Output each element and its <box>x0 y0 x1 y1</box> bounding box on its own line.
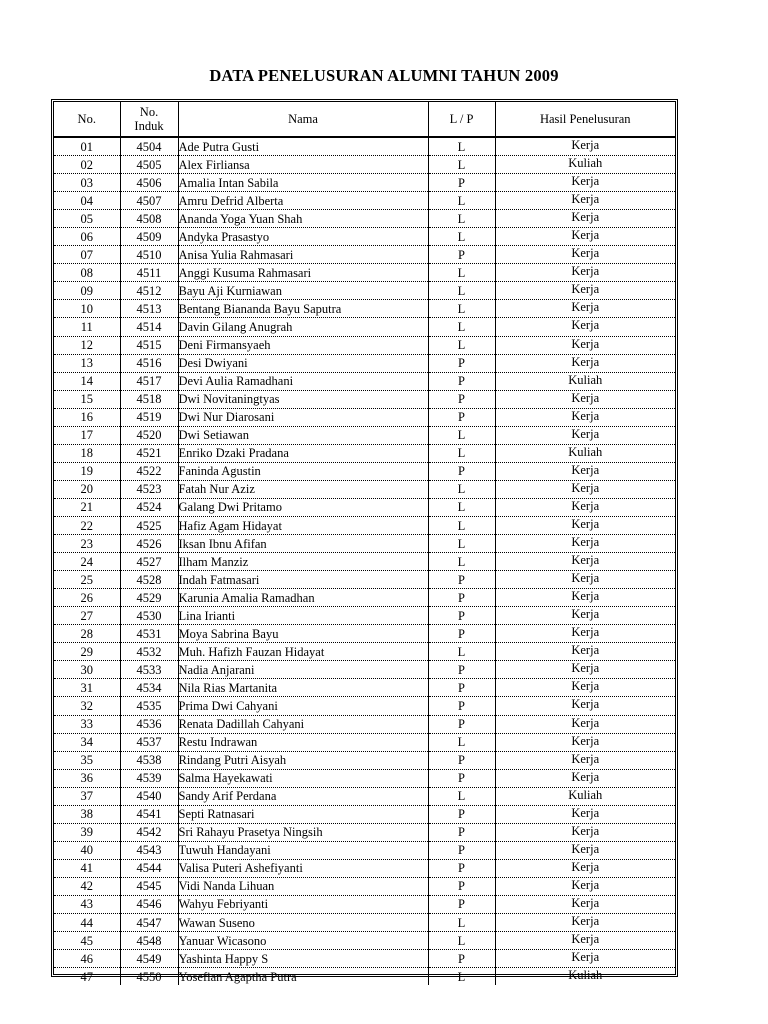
cell-lp: P <box>428 751 495 769</box>
cell-no: 08 <box>54 264 120 282</box>
cell-no-induk: 4535 <box>120 697 178 715</box>
cell-nama: Valisa Puteri Ashefiyanti <box>178 859 428 877</box>
cell-no-induk: 4544 <box>120 859 178 877</box>
cell-nama: Indah Fatmasari <box>178 571 428 589</box>
cell-lp: P <box>428 715 495 733</box>
cell-nama: Yanuar Wicasono <box>178 932 428 950</box>
cell-hasil-penelusuran: Kerja <box>495 300 675 318</box>
cell-no-induk: 4540 <box>120 787 178 805</box>
cell-no: 38 <box>54 805 120 823</box>
cell-lp: P <box>428 625 495 643</box>
cell-nama: Davin Gilang Anugrah <box>178 318 428 336</box>
table-row <box>54 751 675 769</box>
cell-hasil-penelusuran: Kerja <box>495 318 675 336</box>
header-no-induk-line1: No. <box>139 105 159 119</box>
table-row <box>54 643 675 661</box>
cell-nama: Bentang Biananda Bayu Saputra <box>178 300 428 318</box>
cell-hasil-penelusuran: Kerja <box>495 137 675 156</box>
cell-no-induk: 4517 <box>120 372 178 390</box>
cell-hasil-penelusuran: Kuliah <box>495 156 675 174</box>
cell-lp: L <box>428 498 495 516</box>
cell-nama: Tuwuh Handayani <box>178 841 428 859</box>
cell-no-induk: 4529 <box>120 589 178 607</box>
cell-lp: L <box>428 318 495 336</box>
cell-lp: L <box>428 192 495 210</box>
table-row <box>54 715 675 733</box>
cell-hasil-penelusuran: Kerja <box>495 516 675 534</box>
cell-no-induk: 4511 <box>120 264 178 282</box>
cell-nama: Andyka Prasastyo <box>178 228 428 246</box>
cell-no-induk: 4550 <box>120 968 178 986</box>
table-row <box>54 137 675 156</box>
cell-no: 07 <box>54 246 120 264</box>
cell-no: 41 <box>54 859 120 877</box>
cell-no: 45 <box>54 932 120 950</box>
cell-no-induk: 4547 <box>120 914 178 932</box>
cell-lp: P <box>428 769 495 787</box>
table-row <box>54 174 675 192</box>
table-row <box>54 300 675 318</box>
table-row <box>54 390 675 408</box>
cell-lp: L <box>428 228 495 246</box>
cell-hasil-penelusuran: Kerja <box>495 643 675 661</box>
cell-hasil-penelusuran: Kuliah <box>495 444 675 462</box>
cell-nama: Nila Rias Martanita <box>178 679 428 697</box>
cell-nama: Salma Hayekawati <box>178 769 428 787</box>
cell-no: 23 <box>54 535 120 553</box>
cell-no-induk: 4536 <box>120 715 178 733</box>
cell-nama: Moya Sabrina Bayu <box>178 625 428 643</box>
cell-hasil-penelusuran: Kerja <box>495 859 675 877</box>
cell-no-induk: 4512 <box>120 282 178 300</box>
cell-no: 19 <box>54 462 120 480</box>
cell-no: 14 <box>54 372 120 390</box>
cell-hasil-penelusuran: Kerja <box>495 823 675 841</box>
cell-no-induk: 4508 <box>120 210 178 228</box>
cell-nama: Karunia Amalia Ramadhan <box>178 589 428 607</box>
table-row <box>54 932 675 950</box>
cell-lp: P <box>428 950 495 968</box>
cell-no-induk: 4542 <box>120 823 178 841</box>
table-row <box>54 246 675 264</box>
cell-no-induk: 4533 <box>120 661 178 679</box>
cell-nama: Alex Firliansa <box>178 156 428 174</box>
table-row <box>54 192 675 210</box>
cell-no: 01 <box>54 137 120 156</box>
cell-no-induk: 4510 <box>120 246 178 264</box>
cell-lp: L <box>428 733 495 751</box>
cell-no-induk: 4525 <box>120 516 178 534</box>
cell-hasil-penelusuran: Kerja <box>495 733 675 751</box>
cell-no-induk: 4514 <box>120 318 178 336</box>
cell-lp: L <box>428 553 495 571</box>
cell-nama: Yashinta Happy S <box>178 950 428 968</box>
cell-nama: Desi Dwiyani <box>178 354 428 372</box>
table-row <box>54 914 675 932</box>
table-row <box>54 156 675 174</box>
cell-hasil-penelusuran: Kerja <box>495 697 675 715</box>
cell-nama: Rindang Putri Aisyah <box>178 751 428 769</box>
cell-hasil-penelusuran: Kerja <box>495 877 675 895</box>
cell-nama: Dwi Nur Diarosani <box>178 408 428 426</box>
header-no-induk-line2: Induk <box>134 119 164 133</box>
cell-lp: L <box>428 480 495 498</box>
cell-no: 20 <box>54 480 120 498</box>
cell-hasil-penelusuran: Kerja <box>495 661 675 679</box>
cell-lp: L <box>428 932 495 950</box>
cell-no-induk: 4515 <box>120 336 178 354</box>
cell-no: 26 <box>54 589 120 607</box>
cell-lp: L <box>428 516 495 534</box>
cell-lp: L <box>428 787 495 805</box>
table-row <box>54 769 675 787</box>
cell-nama: Fatah Nur Aziz <box>178 480 428 498</box>
table-row <box>54 950 675 968</box>
cell-no-induk: 4549 <box>120 950 178 968</box>
cell-no-induk: 4521 <box>120 444 178 462</box>
cell-nama: Anisa Yulia Rahmasari <box>178 246 428 264</box>
cell-no: 34 <box>54 733 120 751</box>
table-row <box>54 426 675 444</box>
cell-lp: P <box>428 462 495 480</box>
cell-hasil-penelusuran: Kerja <box>495 589 675 607</box>
cell-no-induk: 4539 <box>120 769 178 787</box>
cell-hasil-penelusuran: Kerja <box>495 354 675 372</box>
cell-lp: P <box>428 661 495 679</box>
cell-no-induk: 4528 <box>120 571 178 589</box>
cell-lp: P <box>428 895 495 913</box>
cell-nama: Lina Irianti <box>178 607 428 625</box>
cell-no: 47 <box>54 968 120 986</box>
cell-no-induk: 4522 <box>120 462 178 480</box>
table-row <box>54 733 675 751</box>
cell-nama: Vidi Nanda Lihuan <box>178 877 428 895</box>
cell-hasil-penelusuran: Kerja <box>495 192 675 210</box>
cell-hasil-penelusuran: Kerja <box>495 535 675 553</box>
cell-no: 31 <box>54 679 120 697</box>
cell-no-induk: 4531 <box>120 625 178 643</box>
cell-nama: Renata Dadillah Cahyani <box>178 715 428 733</box>
cell-no-induk: 4543 <box>120 841 178 859</box>
table-row <box>54 408 675 426</box>
cell-no: 06 <box>54 228 120 246</box>
table-row <box>54 318 675 336</box>
header-lp: L / P <box>428 102 495 137</box>
cell-no: 27 <box>54 607 120 625</box>
table-row <box>54 354 675 372</box>
cell-hasil-penelusuran: Kerja <box>495 174 675 192</box>
cell-no: 39 <box>54 823 120 841</box>
cell-lp: P <box>428 589 495 607</box>
cell-no-induk: 4504 <box>120 137 178 156</box>
cell-nama: Amalia Intan Sabila <box>178 174 428 192</box>
cell-no-induk: 4548 <box>120 932 178 950</box>
cell-lp: L <box>428 264 495 282</box>
table-row <box>54 336 675 354</box>
cell-no: 44 <box>54 914 120 932</box>
cell-hasil-penelusuran: Kerja <box>495 282 675 300</box>
cell-no-induk: 4509 <box>120 228 178 246</box>
table-row <box>54 444 675 462</box>
cell-no: 11 <box>54 318 120 336</box>
cell-lp: L <box>428 968 495 986</box>
cell-nama: Ade Putra Gusti <box>178 137 428 156</box>
cell-no: 21 <box>54 498 120 516</box>
table-row <box>54 462 675 480</box>
cell-no: 17 <box>54 426 120 444</box>
table-row <box>54 516 675 534</box>
cell-nama: Anggi Kusuma Rahmasari <box>178 264 428 282</box>
alumni-table <box>54 102 675 985</box>
cell-no-induk: 4507 <box>120 192 178 210</box>
cell-no: 37 <box>54 787 120 805</box>
cell-no-induk: 4518 <box>120 390 178 408</box>
table-row <box>54 877 675 895</box>
cell-hasil-penelusuran: Kerja <box>495 462 675 480</box>
cell-no-induk: 4534 <box>120 679 178 697</box>
header-no: No. <box>54 102 120 137</box>
cell-no-induk: 4505 <box>120 156 178 174</box>
cell-nama: Faninda Agustin <box>178 462 428 480</box>
cell-no: 16 <box>54 408 120 426</box>
cell-hasil-penelusuran: Kuliah <box>495 372 675 390</box>
cell-no: 13 <box>54 354 120 372</box>
cell-no: 40 <box>54 841 120 859</box>
table-row <box>54 968 675 986</box>
cell-lp: P <box>428 372 495 390</box>
cell-lp: P <box>428 859 495 877</box>
cell-nama: Galang Dwi Pritamo <box>178 498 428 516</box>
cell-lp: P <box>428 841 495 859</box>
cell-hasil-penelusuran: Kerja <box>495 390 675 408</box>
cell-hasil-penelusuran: Kuliah <box>568 968 603 983</box>
table-body <box>54 137 675 985</box>
cell-no: 22 <box>54 516 120 534</box>
table-row <box>54 210 675 228</box>
cell-no: 18 <box>54 444 120 462</box>
cell-lp: P <box>428 174 495 192</box>
table-row <box>54 553 675 571</box>
cell-no-induk: 4520 <box>120 426 178 444</box>
cell-nama: Ananda Yoga Yuan Shah <box>178 210 428 228</box>
cell-nama: Wahyu Febriyanti <box>178 895 428 913</box>
cell-hasil-penelusuran: Kerja <box>495 715 675 733</box>
cell-no-induk: 4532 <box>120 643 178 661</box>
cell-no: 46 <box>54 950 120 968</box>
table-row <box>54 625 675 643</box>
cell-lp: P <box>428 390 495 408</box>
cell-hasil-penelusuran: Kerja <box>495 264 675 282</box>
cell-nama: Sandy Arif Perdana <box>178 787 428 805</box>
cell-hasil-penelusuran: Kerja <box>495 480 675 498</box>
cell-no: 02 <box>54 156 120 174</box>
table-row <box>54 498 675 516</box>
cell-nama: Deni Firmansyaeh <box>178 336 428 354</box>
cell-no-induk: 4538 <box>120 751 178 769</box>
cell-hasil-penelusuran: Kerja <box>495 679 675 697</box>
cell-lp: L <box>428 137 495 156</box>
cell-lp: L <box>428 535 495 553</box>
cell-nama: Dwi Novitaningtyas <box>178 390 428 408</box>
cell-nama: Bayu Aji Kurniawan <box>178 282 428 300</box>
cell-hasil-penelusuran: Kerja <box>495 841 675 859</box>
cell-no: 25 <box>54 571 120 589</box>
cell-hasil-penelusuran: Kerja <box>495 751 675 769</box>
cell-no: 05 <box>54 210 120 228</box>
cell-no-induk: 4513 <box>120 300 178 318</box>
cell-no: 33 <box>54 715 120 733</box>
cell-lp: P <box>428 805 495 823</box>
cell-no-induk: 4545 <box>120 877 178 895</box>
table-header <box>54 102 675 137</box>
cell-lp: P <box>428 679 495 697</box>
cell-hasil-penelusuran: Kerja <box>495 625 675 643</box>
cell-lp: L <box>428 914 495 932</box>
cell-no-induk: 4530 <box>120 607 178 625</box>
table-row <box>54 607 675 625</box>
cell-no-induk: 4519 <box>120 408 178 426</box>
cell-lp: P <box>428 571 495 589</box>
cell-lp: L <box>428 426 495 444</box>
header-nama: Nama <box>178 102 428 137</box>
cell-nama: Yosefian Agaptha Putra <box>178 968 428 986</box>
cell-nama: Dwi Setiawan <box>178 426 428 444</box>
cell-nama: Iksan Ibnu Afifan <box>178 535 428 553</box>
cell-nama: Enriko Dzaki Pradana <box>178 444 428 462</box>
header-row <box>54 102 675 137</box>
cell-lp: P <box>428 877 495 895</box>
table-row <box>54 535 675 553</box>
cell-nama: Septi Ratnasari <box>178 805 428 823</box>
cell-no-induk: 4516 <box>120 354 178 372</box>
cell-hasil-penelusuran: Kerja <box>495 914 675 932</box>
cell-no: 36 <box>54 769 120 787</box>
cell-hasil-penelusuran: Kerja <box>495 210 675 228</box>
cell-nama: Prima Dwi Cahyani <box>178 697 428 715</box>
table-row <box>54 805 675 823</box>
cell-no: 43 <box>54 895 120 913</box>
cell-hasil-penelusuran: Kerja <box>495 426 675 444</box>
cell-hasil-penelusuran: Kerja <box>495 932 675 950</box>
table-row <box>54 228 675 246</box>
cell-nama: Muh. Hafizh Fauzan Hidayat <box>178 643 428 661</box>
table-row <box>54 841 675 859</box>
cell-hasil-penelusuran: Kuliah <box>495 787 675 805</box>
cell-lp: P <box>428 354 495 372</box>
cell-no: 28 <box>54 625 120 643</box>
table-row <box>54 679 675 697</box>
cell-no-induk: 4523 <box>120 480 178 498</box>
cell-hasil-penelusuran: Kerja <box>495 246 675 264</box>
cell-no: 35 <box>54 751 120 769</box>
cell-lp: L <box>428 444 495 462</box>
cell-lp: P <box>428 607 495 625</box>
cell-nama: Devi Aulia Ramadhani <box>178 372 428 390</box>
table-row <box>54 697 675 715</box>
cell-lp: L <box>428 300 495 318</box>
cell-hasil-penelusuran: Kerja <box>495 805 675 823</box>
cell-hasil-penelusuran: Kerja <box>495 408 675 426</box>
cell-no: 30 <box>54 661 120 679</box>
cell-lp: P <box>428 697 495 715</box>
cell-nama: Hafiz Agam Hidayat <box>178 516 428 534</box>
cell-no-induk: 4506 <box>120 174 178 192</box>
cell-no-induk: 4526 <box>120 535 178 553</box>
cell-lp: P <box>428 408 495 426</box>
cell-hasil-penelusuran: Kerja <box>495 553 675 571</box>
cell-nama: Sri Rahayu Prasetya Ningsih <box>178 823 428 841</box>
cell-no: 24 <box>54 553 120 571</box>
cell-no: 04 <box>54 192 120 210</box>
table-row <box>54 895 675 913</box>
cell-hasil-penelusuran: Kerja <box>495 498 675 516</box>
alumni-table-frame <box>51 99 678 984</box>
cell-no-induk: 4546 <box>120 895 178 913</box>
cell-hasil-penelusuran: Kerja <box>495 607 675 625</box>
table-row <box>54 571 675 589</box>
cell-nama: Wawan Suseno <box>178 914 428 932</box>
cell-no: 10 <box>54 300 120 318</box>
cell-no: 12 <box>54 336 120 354</box>
table-row <box>54 823 675 841</box>
cell-no-induk: 4537 <box>120 733 178 751</box>
cell-no-induk: 4541 <box>120 805 178 823</box>
table-row <box>54 372 675 390</box>
cell-no-induk: 4527 <box>120 553 178 571</box>
cell-lp: L <box>428 210 495 228</box>
cell-lp: L <box>428 156 495 174</box>
table-row <box>54 859 675 877</box>
cell-no: 42 <box>54 877 120 895</box>
cell-hasil-penelusuran: Kerja <box>495 950 675 968</box>
table-row <box>54 282 675 300</box>
table-row <box>54 589 675 607</box>
cell-lp: L <box>428 336 495 354</box>
cell-nama: Restu Indrawan <box>178 733 428 751</box>
cell-hasil-penelusuran: Kerja <box>495 336 675 354</box>
cell-hasil-penelusuran: Kerja <box>495 895 675 913</box>
cell-no: 29 <box>54 643 120 661</box>
cell-lp: P <box>428 246 495 264</box>
document-title: DATA PENELUSURAN ALUMNI TAHUN 2009 <box>209 66 559 85</box>
cell-no: 03 <box>54 174 120 192</box>
cell-no: 15 <box>54 390 120 408</box>
cell-nama: Nadia Anjarani <box>178 661 428 679</box>
cell-lp: L <box>428 282 495 300</box>
table-row <box>54 787 675 805</box>
cell-lp: P <box>428 823 495 841</box>
cell-nama: Ilham Manziz <box>178 553 428 571</box>
cell-lp: L <box>428 643 495 661</box>
header-hasil-penelusuran: Hasil Penelusuran <box>495 102 675 137</box>
cell-no: 09 <box>54 282 120 300</box>
table-row <box>54 264 675 282</box>
cell-hasil-penelusuran: Kerja <box>495 571 675 589</box>
table-row <box>54 480 675 498</box>
cell-no: 32 <box>54 697 120 715</box>
header-no-induk <box>120 102 178 137</box>
cell-hasil-penelusuran: Kerja <box>495 769 675 787</box>
cell-no-induk: 4524 <box>120 498 178 516</box>
table-row <box>54 661 675 679</box>
cell-nama: Amru Defrid Alberta <box>178 192 428 210</box>
cell-hasil-penelusuran: Kerja <box>495 228 675 246</box>
